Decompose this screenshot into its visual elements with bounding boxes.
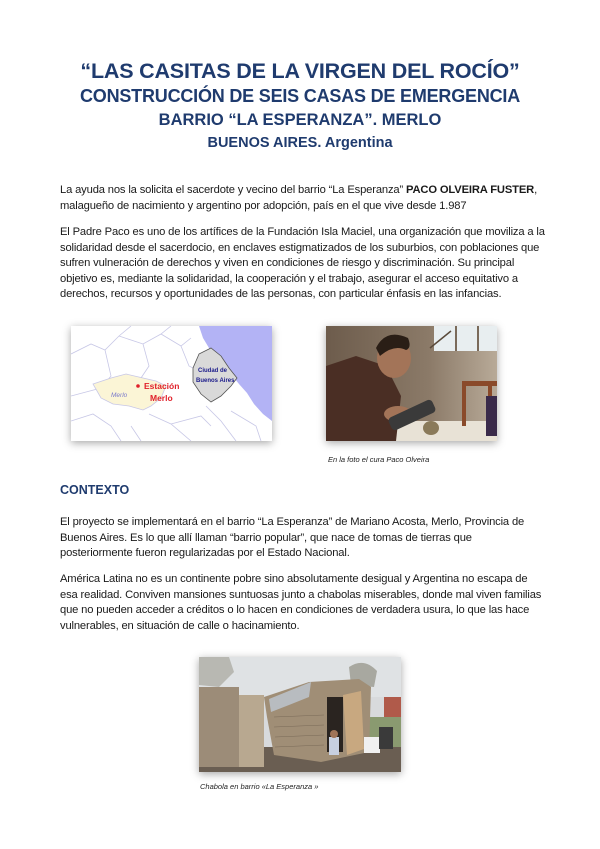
section-heading-context: CONTEXTO — [60, 483, 130, 497]
intro-text: La ayuda nos la solicita el sacerdote y vecino del barrio “La Esperanza” — [60, 184, 407, 196]
title-main: “LAS CASITAS DE LA VIRGEN DEL ROCÍO” — [80, 59, 520, 83]
shack-photo-illustration — [199, 657, 401, 772]
map-label-city-line2: Buenos Aires — [196, 378, 235, 384]
padre-photo — [326, 326, 497, 441]
station-marker-icon — [136, 384, 140, 388]
mate-cup — [423, 421, 439, 435]
window — [434, 326, 497, 351]
shack-photo — [199, 657, 401, 772]
intro-text-continued: , malagueño de nacimiento y argentino por adopción, país en el que vive desde 1.987 — [60, 184, 538, 212]
map-image — [71, 326, 272, 441]
context-paragraph-1: El proyecto se implementará en el barrio “La Esperanza” de Mariano Acosta, Merlo, Provincia de Buenos Aires. Es lo que allí llaman “barrio popular”, que nace de tomas de tierras que posteriormente fueron regularizadas por el Estado Nacional. — [60, 516, 525, 559]
title-location: BUENOS AIRES. Argentina — [207, 135, 393, 151]
shack-photo-caption: Chabola en barrio «La Esperanza » — [200, 782, 319, 791]
map-label-district: Merlo — [111, 392, 128, 399]
intro-paragraph-2: El Padre Paco es uno de los artífices de la Fundación Isla Maciel, una organización que moviliza a la solidaridad desde el sacerdocio, en enclaves estigmatizados de los suburbios, con poblaciones que sufren vulneración de derechos y viven en condiciones de riesgo y discriminación. Su principal objetivo es, mediante la solidaridad, la cooperación y el trabajo, asegurar el acceso equitativo a derechos, recursos y oportunidades de las personas, con particular énfasis en las infancias. — [60, 226, 545, 300]
title-neighborhood: BARRIO “LA ESPERANZA”. MERLO — [158, 111, 442, 129]
padre-photo-illustration — [326, 326, 497, 441]
child — [329, 737, 339, 755]
priest-name: PACO OLVEIRA FUSTER — [406, 184, 535, 196]
map-label-station-name: Merlo — [150, 393, 173, 403]
context-paragraph-2: América Latina no es un continente pobre sino absolutamente desigual y Argentina no escapa de esa realidad. Conviven mansiones suntuosas junto a chabolas miserables, donde mal viven familias que no pueden acceder a créditos o lo hacen en condiciones de verdadera usura, lo que las hace vulnerables, en situación de calle o hacinamiento. — [60, 573, 542, 632]
document-title-block — [0, 58, 600, 153]
intro-paragraph-1 — [60, 183, 545, 214]
map-illustration — [71, 326, 272, 441]
title-subtitle: CONSTRUCCIÓN DE SEIS CASAS DE EMERGENCIA — [79, 86, 521, 106]
map-label-station: Estación — [144, 381, 180, 391]
padre-photo-caption: En la foto el cura Paco Olveira — [328, 455, 430, 464]
map-label-city-line1: Ciudad de — [198, 368, 228, 374]
